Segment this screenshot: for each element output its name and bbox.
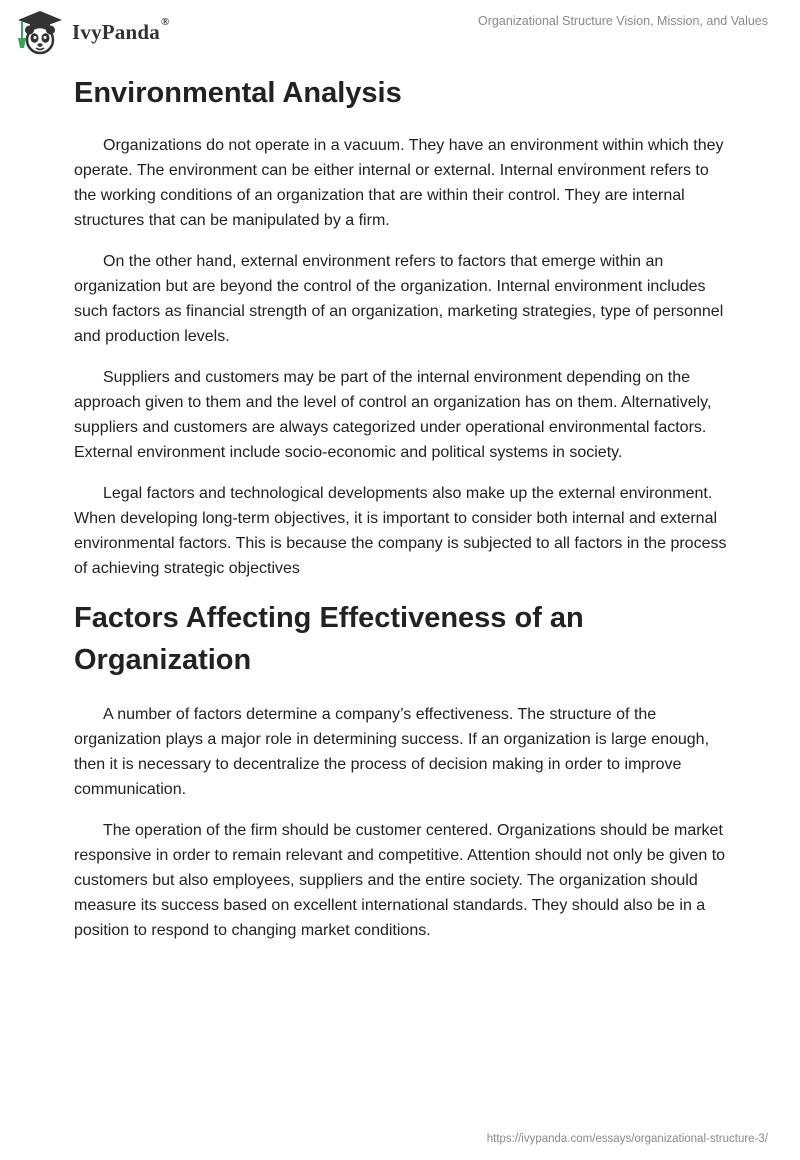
brand-name: IvyPanda (72, 19, 160, 44)
panda-graduation-cap-icon (14, 8, 66, 56)
brand-logo[interactable] (14, 8, 214, 56)
paragraph: Suppliers and customers may be part of the internal environment depending on the approach given to them and the level of control an organization has on them. Alternatively, suppliers and customers are always categorized under operational environmental factors. External environment include socio-economic and political systems in society. (74, 369, 712, 461)
brand-wordmark (72, 15, 170, 45)
paragraph: Organizations do not operate in a vacuum. They have an environment within which they operate. The environment can be either internal or external. Internal environment refers to the working conditions of an organization that are within their control. They are internal structures that can be manipulated by a firm. (74, 137, 724, 229)
paragraph: Legal factors and technological developments also make up the external environment. When developing long-term objectives, it is important to consider both internal and external environmental factors. This is because the company is subjected to all factors in the process of achieving strategic objectives (74, 485, 727, 577)
document-title: Organizational Structure Vision, Mission, and Values (478, 14, 768, 28)
section-heading-factors-affecting-effectiveness: Factors Affecting Effectiveness of an Organization (74, 602, 584, 676)
section-heading-environmental-analysis: Environmental Analysis (74, 77, 402, 109)
registered-mark: ® (160, 15, 170, 28)
paragraph: The operation of the firm should be customer centered. Organizations should be market responsive in order to remain relevant and competitive. Attention should not only be given to customers but also employees, suppliers and the entire society. The organization should measure its success based on excellent international standards. They should also be in a position to respond to changing market conditions. (74, 822, 726, 939)
source-url-link[interactable]: https://ivypanda.com/essays/organizational-structure-3/ (486, 1133, 768, 1145)
essay-content (74, 70, 728, 959)
page-header (0, 0, 800, 64)
paragraph: On the other hand, external environment refers to factors that emerge within an organization but are beyond the control of the organization. Internal environment includes such factors as financial strength of an organization, marketing strategies, type of personnel and production levels. (74, 253, 724, 345)
paragraph: A number of factors determine a company’s effectiveness. The structure of the organization plays a major role in determining success. If an organization is large enough, then it is necessary to decentralize the process of decision making in order to improve communication. (74, 706, 710, 798)
